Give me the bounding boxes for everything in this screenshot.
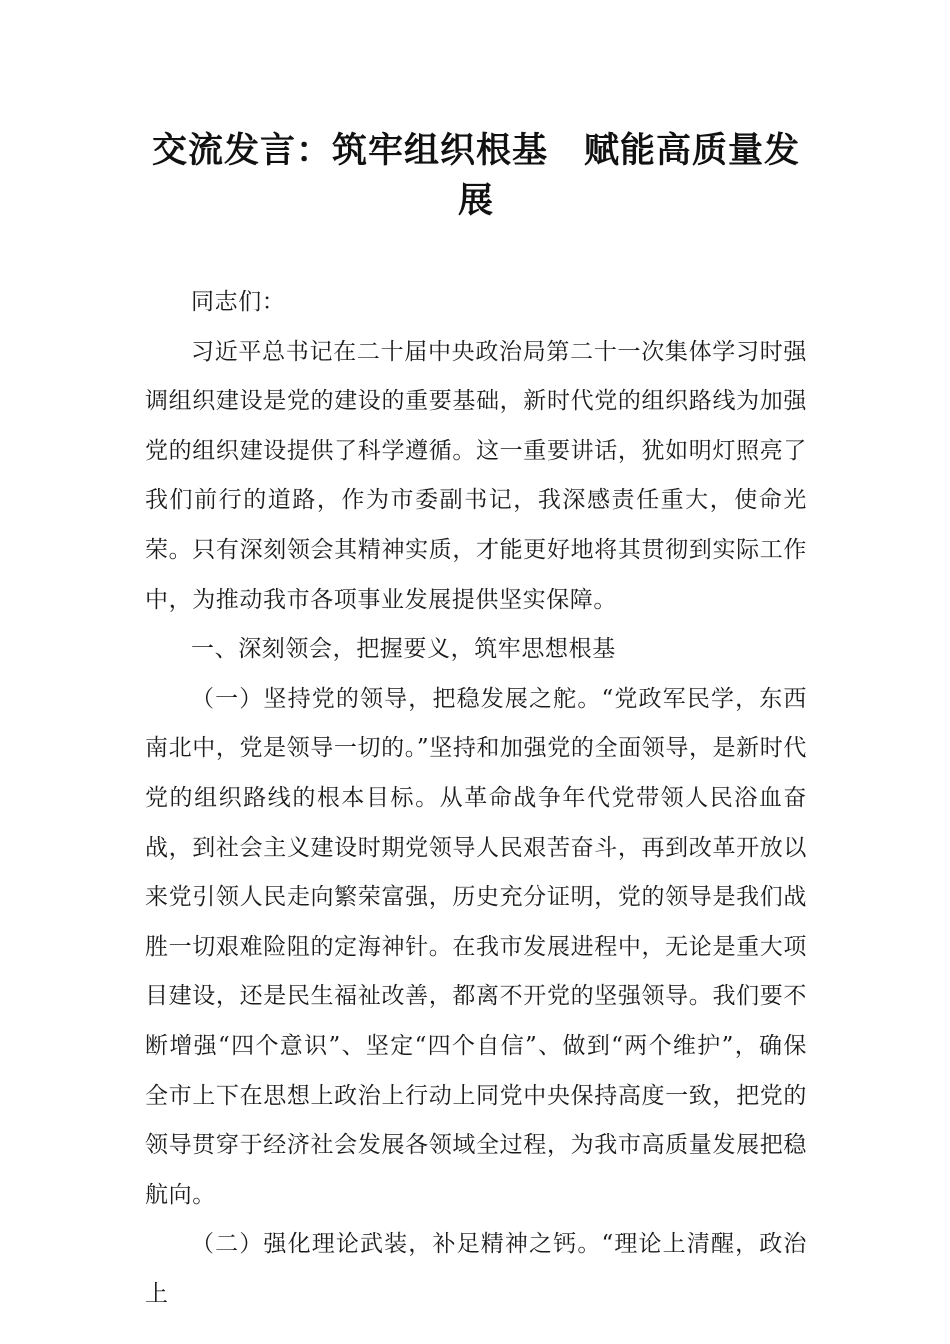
paragraph-point-2: （二）强化理论武装，补足精神之钙。“理论上清醒，政治上 — [145, 1231, 807, 1307]
paragraph-point-1: （一）坚持党的领导，把稳发展之舵。“党政军民学，东西南北中，党是领导一切的。”坚持和加强党的全面领导，是新时代党的组织路线的根本目标。从革命战争年代党带领人民浴血奋战，到社会主义建设时期党领导人民艰苦奋斗，再到改革开放以来党引领人民走向繁荣富强，历史充分证明，党的领导是我们战胜一切艰难险阻的定海神针。在我市发展进程中，无论是重大项目建设，还是民生福祉改善，都离不开党的坚强领导。我们要不断增强“四个意识”、坚定“四个自信”、做到“两个维护”，确保全市上下在思想上政治上行动上同党中央保持高度一致，把党的领导贯穿于经济社会发展各领域全过程，为我市高质量发展把稳航向。 — [145, 685, 807, 1208]
document-body — [145, 278, 807, 1319]
salutation: 同志们： — [191, 289, 286, 315]
document-title: 交流发言：筑牢组织根基 赋能高质量发展 — [151, 131, 800, 221]
paragraph-intro: 习近平总书记在二十届中央政治局第二十一次集体学习时强调组织建设是党的建设的重要基础，新时代党的组织路线为加强党的组织建设提供了科学遵循。这一重要讲话，犹如明灯照亮了我们前行的道路，作为市委副书记，我深感责任重大，使命光荣。只有深刻领会其精神实质，才能更好地将其贯彻到实际工作中，为推动我市各项事业发展提供坚实保障。 — [145, 338, 807, 613]
section-heading-1: 一、深刻领会，把握要义，筑牢思想根基 — [191, 636, 616, 663]
